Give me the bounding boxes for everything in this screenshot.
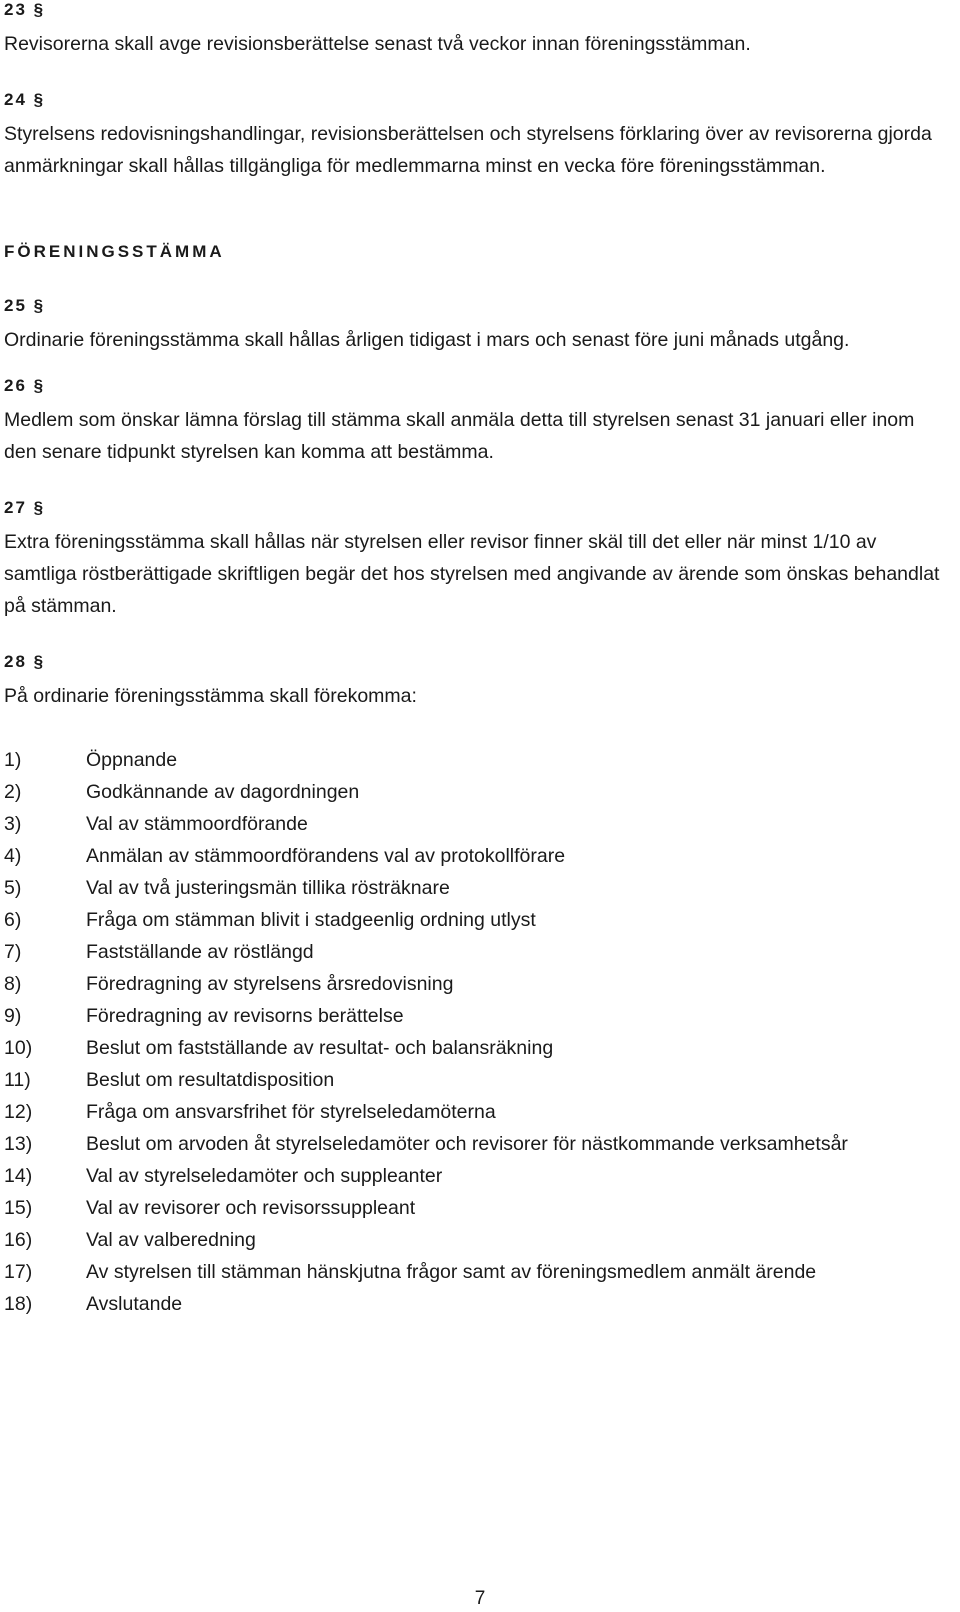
agenda-item	[4, 968, 949, 1000]
agenda-item-number: 18)	[4, 1293, 33, 1315]
section-27-head: 27 §	[4, 498, 46, 517]
agenda-item-text: Avslutande	[86, 1293, 183, 1315]
agenda-item	[4, 1288, 949, 1320]
agenda-item-number: 5)	[4, 877, 22, 899]
agenda-item-number: 14)	[4, 1165, 33, 1187]
agenda-item-text: Val av två justeringsmän tillika rösträknare	[86, 877, 450, 899]
chapter-heading: FÖRENINGSSTÄMMA	[4, 242, 225, 261]
agenda-list	[4, 744, 949, 1320]
agenda-item	[4, 904, 949, 936]
agenda-item-text: Fråga om ansvarsfrihet för styrelseledamöterna	[86, 1101, 496, 1123]
section-25-head: 25 §	[4, 296, 46, 315]
agenda-item-text: Öppnande	[86, 749, 178, 771]
agenda-item	[4, 1064, 949, 1096]
agenda-item-text: Beslut om arvoden åt styrelseledamöter och revisorer för nästkommande verksamhetsår	[86, 1133, 848, 1155]
agenda-item-text: Beslut om resultatdisposition	[86, 1069, 335, 1091]
agenda-item-text: Fråga om stämman blivit i stadgeenlig ordning utlyst	[86, 909, 536, 931]
agenda-item-number: 1)	[4, 749, 22, 771]
agenda-item	[4, 1192, 949, 1224]
agenda-item-text: Val av styrelseledamöter och suppleanter	[86, 1165, 443, 1187]
section-27-text: Extra föreningsstämma skall hållas när styrelsen eller revisor finner skäl till det eller när minst 1/10 av samtliga röstberättigade skriftligen begär det hos styrelsen med angivande av ärende som önskas behandlat på stämman.	[4, 531, 940, 617]
agenda-item-number: 10)	[4, 1037, 33, 1059]
agenda-item-number: 4)	[4, 845, 22, 867]
agenda-item-number: 8)	[4, 973, 22, 995]
document-page	[4, 0, 949, 1320]
agenda-item	[4, 776, 949, 808]
agenda-item-text: Val av revisorer och revisorssuppleant	[86, 1197, 416, 1219]
agenda-item	[4, 872, 949, 904]
agenda-item-text: Föredragning av styrelsens årsredovisning	[86, 973, 454, 995]
agenda-item	[4, 1224, 949, 1256]
agenda-item	[4, 1000, 949, 1032]
agenda-item	[4, 936, 949, 968]
agenda-item-number: 6)	[4, 909, 22, 931]
agenda-item-number: 15)	[4, 1197, 33, 1219]
section-24-head: 24 §	[4, 90, 46, 109]
agenda-item-number: 16)	[4, 1229, 33, 1251]
agenda-item-text: Val av stämmoordförande	[86, 813, 308, 835]
agenda-item-text: Föredragning av revisorns berättelse	[86, 1005, 404, 1027]
agenda-item	[4, 1096, 949, 1128]
agenda-item-number: 7)	[4, 941, 22, 963]
section-26-text: Medlem som önskar lämna förslag till stämma skall anmäla detta till styrelsen senast 31 januari eller inom den senare tidpunkt styrelsen kan komma att bestämma.	[4, 409, 915, 463]
agenda-item-number: 11)	[4, 1069, 31, 1091]
agenda-item	[4, 1256, 949, 1288]
agenda-item-text: Anmälan av stämmoordförandens val av protokollförare	[86, 845, 566, 867]
agenda-item-number: 3)	[4, 813, 22, 835]
agenda-item-number: 13)	[4, 1133, 33, 1155]
agenda-item-text: Av styrelsen till stämman hänskjutna frågor samt av föreningsmedlem anmält ärende	[86, 1261, 817, 1283]
agenda-item-number: 9)	[4, 1005, 22, 1027]
agenda-item	[4, 1128, 949, 1160]
page-number: 7	[474, 1588, 486, 1609]
agenda-item	[4, 1032, 949, 1064]
agenda-item	[4, 808, 949, 840]
agenda-item-text: Beslut om fastställande av resultat- och balansräkning	[86, 1037, 554, 1059]
agenda-item	[4, 744, 949, 776]
agenda-item-text: Val av valberedning	[86, 1229, 256, 1251]
agenda-item-number: 2)	[4, 781, 22, 803]
section-23-text: Revisorerna skall avge revisionsberättelse senast två veckor innan föreningsstämman.	[4, 33, 751, 55]
section-28-head: 28 §	[4, 652, 46, 671]
section-23-head: 23 §	[4, 0, 46, 19]
agenda-item-number: 12)	[4, 1101, 33, 1123]
section-28-text: På ordinarie föreningsstämma skall förekomma:	[4, 685, 417, 707]
agenda-item	[4, 840, 949, 872]
agenda-item	[4, 1160, 949, 1192]
section-26-head: 26 §	[4, 376, 46, 395]
agenda-item-number: 17)	[4, 1261, 33, 1283]
section-25-text: Ordinarie föreningsstämma skall hållas årligen tidigast i mars och senast före juni månads utgång.	[4, 329, 850, 351]
agenda-item-text: Fastställande av röstlängd	[86, 941, 314, 963]
section-24-text: Styrelsens redovisningshandlingar, revisionsberättelsen och styrelsens förklaring över av revisorerna gjorda anmärkningar skall hållas tillgängliga för medlemmarna minst en vecka före föreningsstämman.	[4, 123, 932, 177]
agenda-item-text: Godkännande av dagordningen	[86, 781, 360, 803]
